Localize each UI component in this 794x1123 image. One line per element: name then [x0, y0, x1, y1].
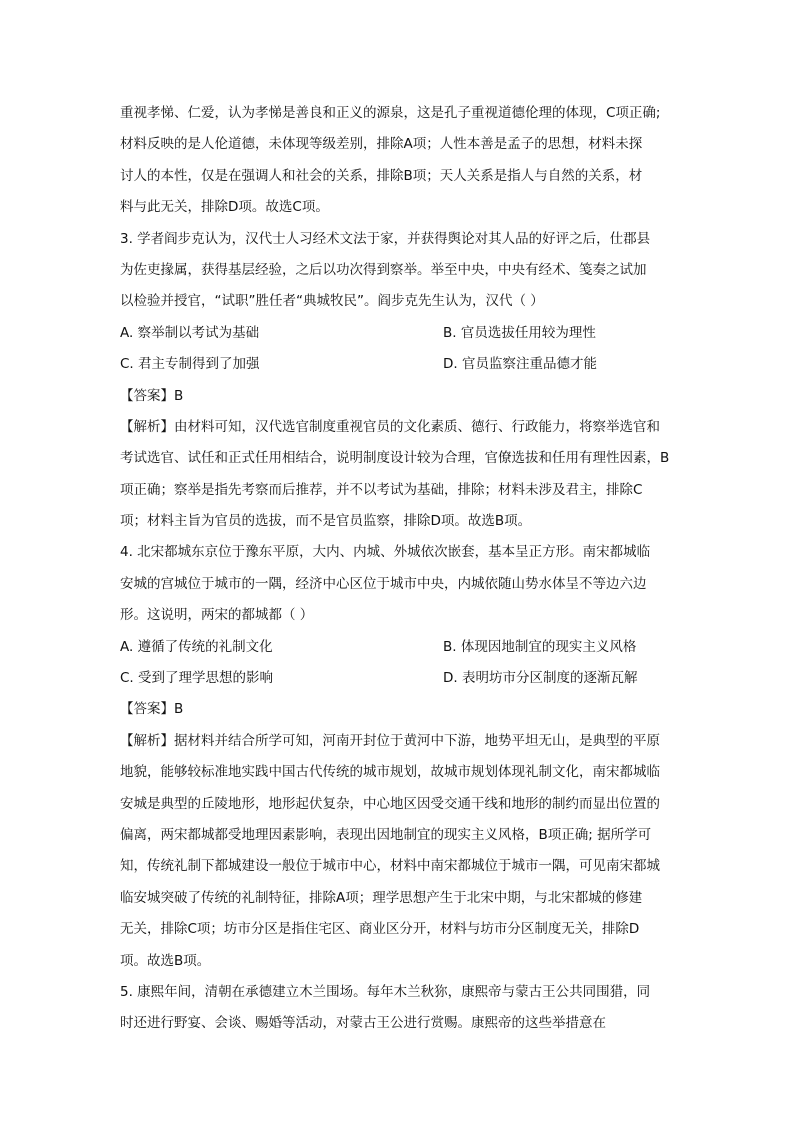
- question-stem-line: 为佐吏掾属，获得基层经验，之后以功次得到察举。举至中央，中央有经术、笺奏之试加: [120, 261, 647, 278]
- question-stem-line: 3. 学者阎步克认为，汉代士人习经术文法于家，并获得舆论对其人品的好评之后，仕郡县: [120, 230, 651, 247]
- analysis-line: 地貌，能够较标准地实践中国古代传统的城市规划，故城市规划体现礼制文化，南宋都城临: [120, 764, 660, 781]
- question-stem-line: 4. 北宋都城东京位于豫东平原，大内、内城、外城依次嵌套，基本呈正方形。南宋都城临: [120, 544, 651, 561]
- option-a: A. 遵循了传统的礼制文化: [120, 638, 273, 655]
- option-d: D. 表明坊市分区制度的逐渐瓦解: [443, 670, 638, 687]
- option-d: D. 官员监察注重品德才能: [443, 356, 597, 373]
- analysis-line: 知，传统礼制下都城建设一般位于城市中心，材料中南宋都城位于城市一隅，可见南宋都城: [120, 858, 660, 875]
- option-b: B. 体现因地制宜的现实主义风格: [443, 638, 637, 655]
- analysis-line: 【解析】据材料并结合所学可知，河南开封位于黄河中下游，地势平坦无山，是典型的平原: [120, 732, 660, 749]
- analysis-line: 项；材料主旨为官员的选拔，而不是官员监察，排除D项。故选B项。: [120, 513, 532, 530]
- options-row: [120, 632, 675, 663]
- analysis-line: 项。故选B项。: [120, 952, 211, 969]
- page-content: [120, 98, 675, 1040]
- analysis-line: 考试选官、试任和正式任用相结合，说明制度设计较为合理，官僚选拔和任用有理性因素，B: [120, 450, 670, 467]
- analysis-line: 安城是典型的丘陵地形，地形起伏复杂，中心地区因受交通干线和地形的制约而显出位置的: [120, 795, 660, 812]
- prev-analysis: [120, 98, 675, 224]
- analysis-line: 临安城突破了传统的礼制特征，排除A项；理学思想产生于北宋中期，与北宋都城的修建: [120, 889, 643, 906]
- answer-label: 【答案】B: [120, 701, 184, 718]
- question-stem-line: 以检验并授官，“试职”胜任者“典城牧民”。阎步克先生认为，汉代（ ）: [120, 293, 544, 310]
- answer-label: 【答案】B: [120, 387, 184, 404]
- analysis-line: 项正确；察举是指先考察而后推荐，并不以考试为基础，排除；材料未涉及君主，排除C: [120, 481, 643, 498]
- options-row: [120, 318, 675, 349]
- text-line: 料与此无关，排除D项。故选C项。: [120, 199, 329, 216]
- option-c: C. 君主专制得到了加强: [120, 356, 260, 373]
- option-b: B. 官员选拔任用较为理性: [443, 324, 596, 341]
- option-c: C. 受到了理学思想的影响: [120, 670, 274, 687]
- text-line: 材料反映的是人伦道德，未体现等级差别，排除A项；人性本善是孟子的思想，材料未探: [120, 136, 643, 153]
- options-row: [120, 663, 675, 694]
- analysis-line: 偏离，两宋都城都受地理因素影响，表现出因地制宜的现实主义风格，B项正确; 据所学可: [120, 826, 652, 843]
- question-stem-line: 安城的宫城位于城市的一隅，经济中心区位于城市中央，内城依随山势水体呈不等边六边: [120, 575, 647, 592]
- question-5: [120, 977, 675, 1040]
- analysis-line: 【解析】由材料可知，汉代选官制度重视官员的文化素质、德行、行政能力，将察举选官和: [120, 418, 660, 435]
- question-stem-line: 形。这说明，两宋的都城都（ ）: [120, 607, 314, 624]
- question-3: [120, 224, 675, 538]
- options-row: [120, 349, 675, 380]
- text-line: 讨人的本性，仅是在强调人和社会的关系，排除B项；天人关系是指人与自然的关系，材: [120, 167, 643, 184]
- option-a: A. 察举制以考试为基础: [120, 324, 260, 341]
- text-line: 重视孝悌、仁爱，认为孝悌是善良和正义的源泉，这是孔子重视道德伦理的体现，C项正确;: [120, 105, 661, 121]
- question-4: [120, 537, 675, 976]
- question-stem-line: 5. 康熙年间，清朝在承德建立木兰围场。每年木兰秋狝，康熙帝与蒙古王公共同围猎，同: [120, 983, 651, 1000]
- question-stem-line: 时还进行野宴、会谈、赐婚等活动，对蒙古王公进行赏赐。康熙帝的这些举措意在: [120, 1015, 606, 1032]
- analysis-line: 无关，排除C项；坊市分区是指住宅区、商业区分开，材料与坊市分区制度无关，排除D: [120, 921, 640, 938]
